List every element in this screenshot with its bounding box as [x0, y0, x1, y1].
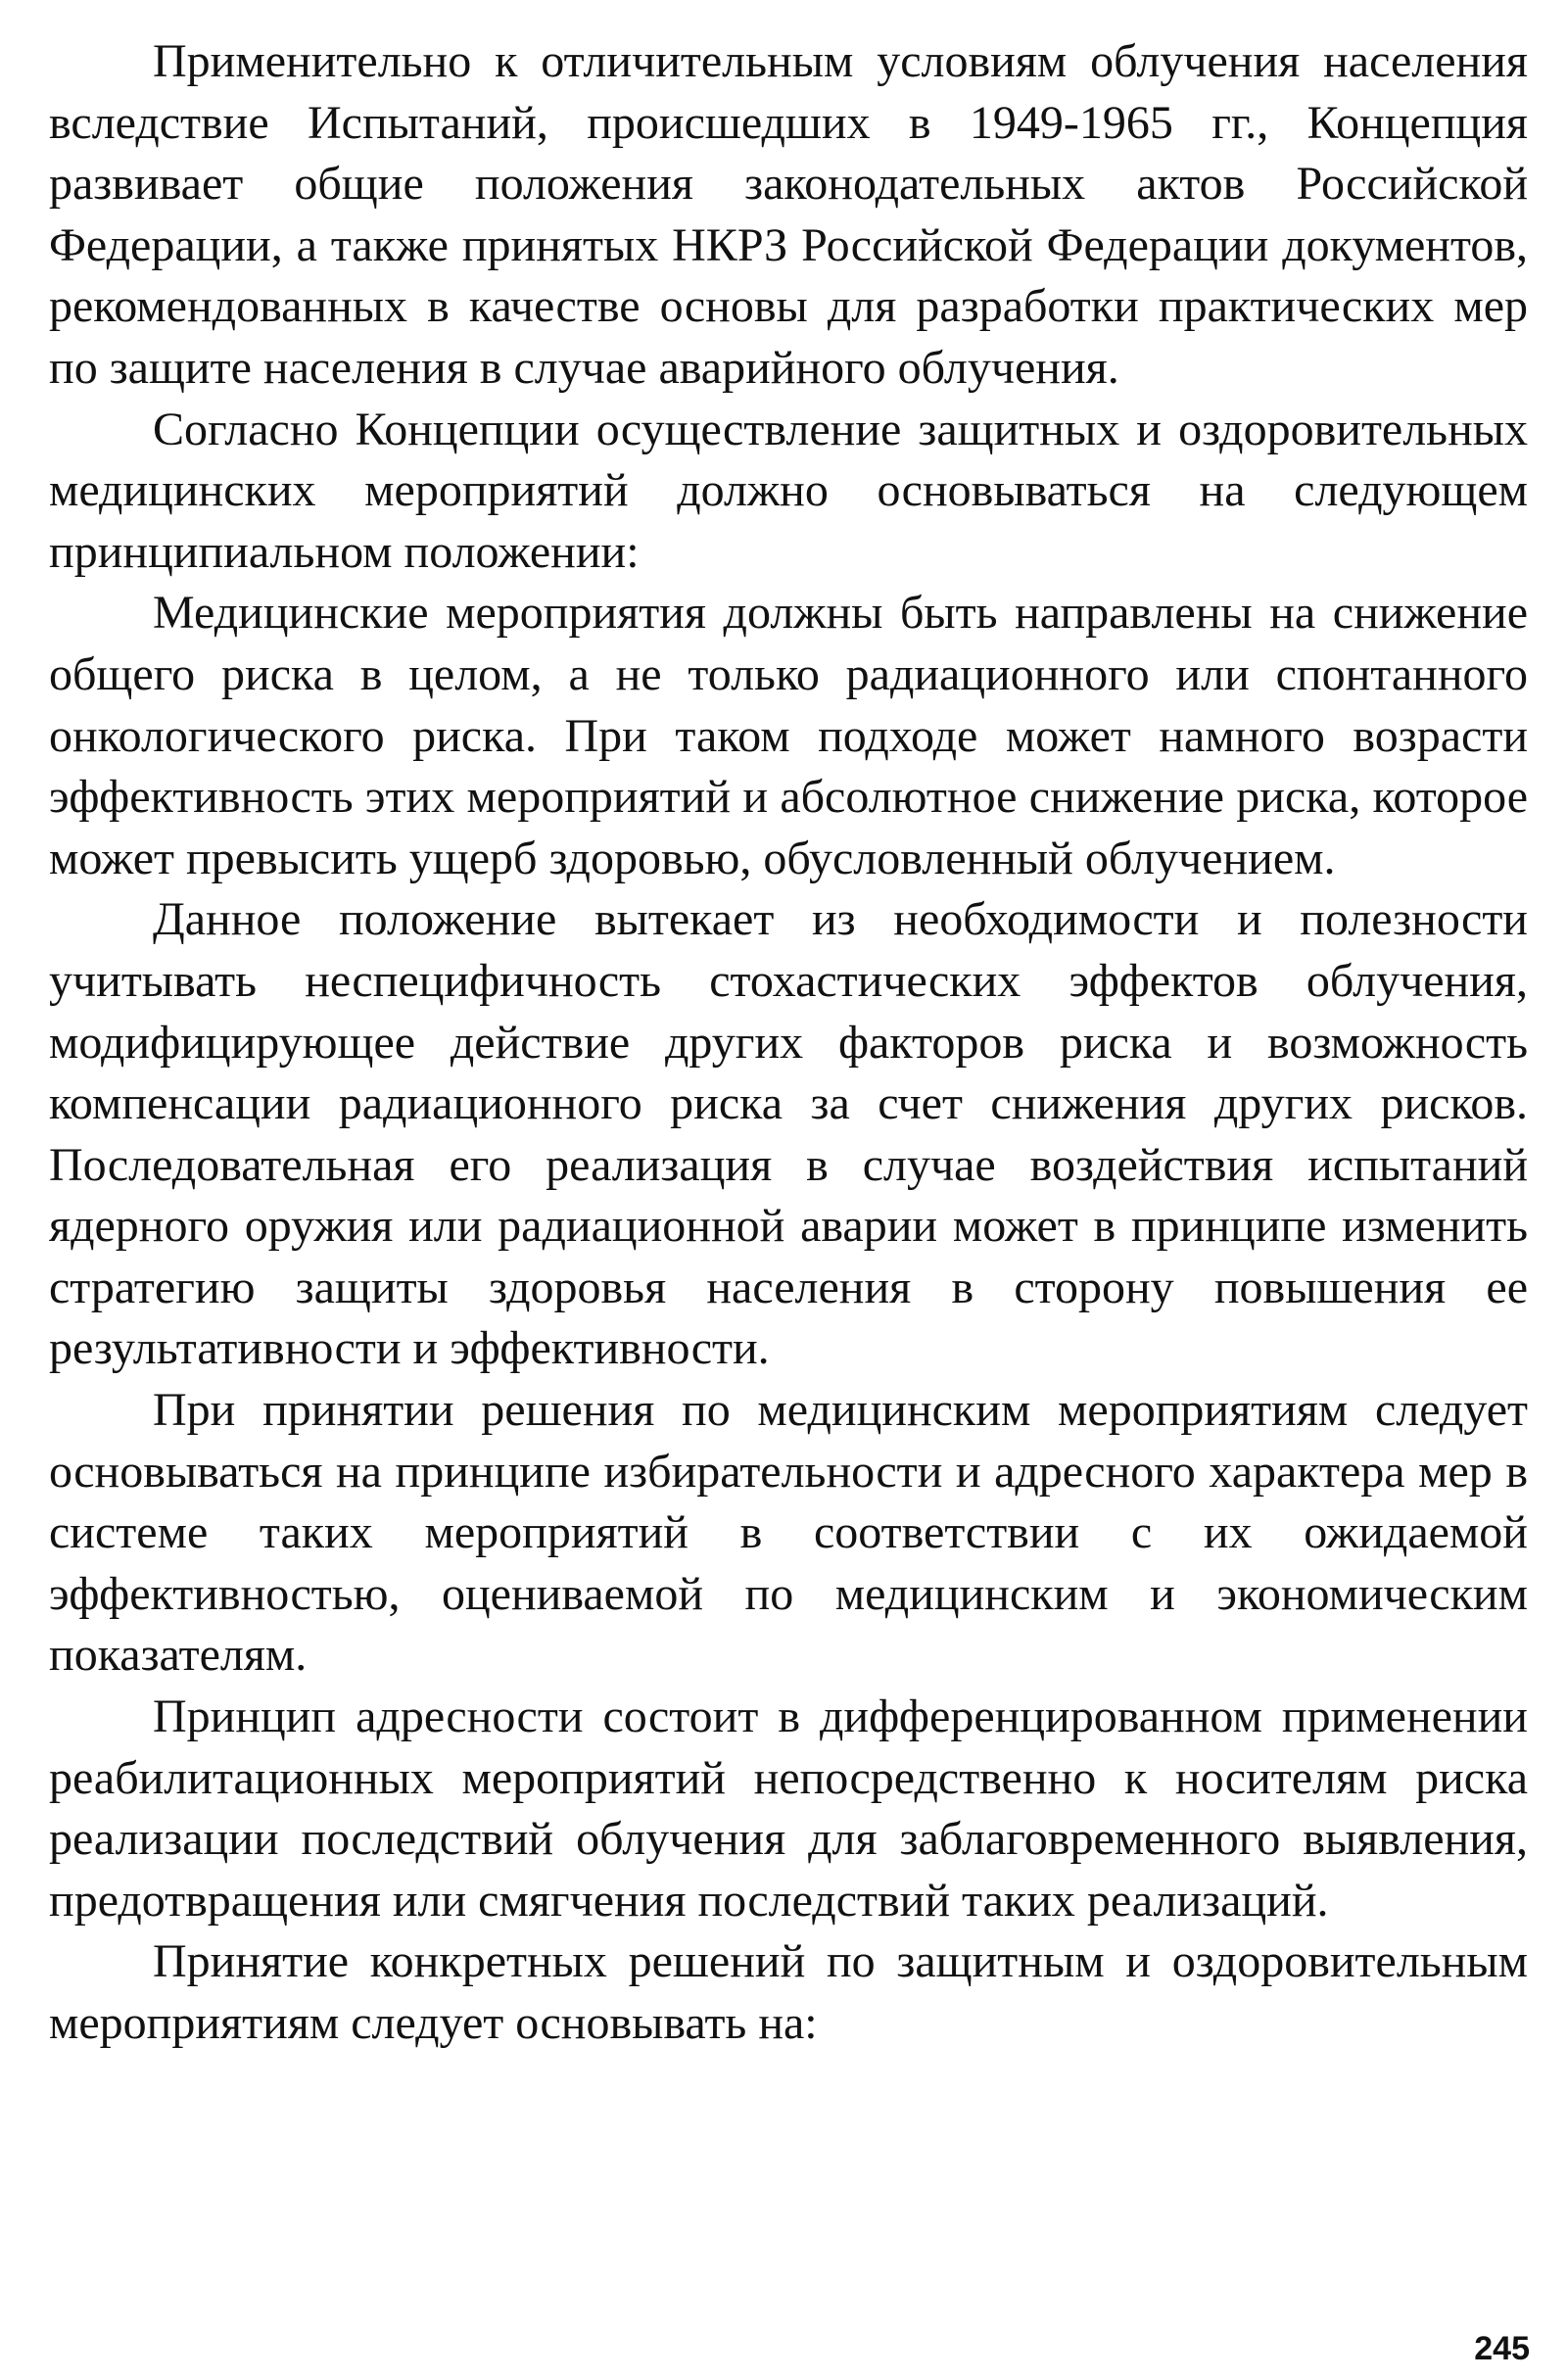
paragraph-6: Принцип адресности состоит в дифференцированном применении реабилитационных мероприятий непосредственно к носителям риска реализации последствий облучения для заблаговременного выявления, предотвращения или смягчения последствий таких реализаций. — [49, 1690, 1528, 1927]
paragraph-4: Данное положение вытекает из необходимости и полезности учитывать неспецифичность стохастических эффектов облучения, модифицирующее действие других факторов риска и возможность компенсации радиационного риска за счет снижения других рисков. Последовательная его реализация в случае воздействия испытаний ядерного оружия или радиационной аварии может в принципе изменить стратегию защиты здоровья населения в сторону повышения ее результативности и эффективности. — [49, 893, 1528, 1375]
paragraph-3: Медицинские мероприятия должны быть направлены на снижение общего риска в целом, а не только радиационного или спонтанного онкологического риска. При таком подходе может намного возрасти эффективность этих мероприятий и абсолютное снижение риска, которое может превысить ущерб здоровью, обусловленный облучением. — [49, 587, 1528, 884]
page-body — [49, 31, 1528, 2055]
paragraph-5: При принятии решения по медицинским мероприятиям следует основываться на принципе избирательности и адресного характера мер в системе таких мероприятий в соответствии с их ожидаемой эффективностью, оцениваемой по медицинским и экономическим показателям. — [49, 1384, 1528, 1682]
paragraph-1: Применительно к отличительным условиям облучения населения вследствие Испытаний, происшедших в 1949-1965 гг., Концепция развивает общие положения законодательных актов Российской Федерации, а также принятых НКРЗ Российской Федерации документов, рекомендованных в качестве основы для разработки практических мер по защите населения в случае аварийного облучения. — [49, 35, 1528, 394]
paragraph-7: Принятие конкретных решений по защитным и оздоровительным мероприятиям следует основывать на: — [49, 1935, 1528, 2049]
paragraph-2: Согласно Концепции осуществление защитных и оздоровительных медицинских мероприятий должно основываться на следующем принципиальном положении: — [49, 403, 1528, 578]
page-number: 245 — [1474, 2330, 1530, 2367]
